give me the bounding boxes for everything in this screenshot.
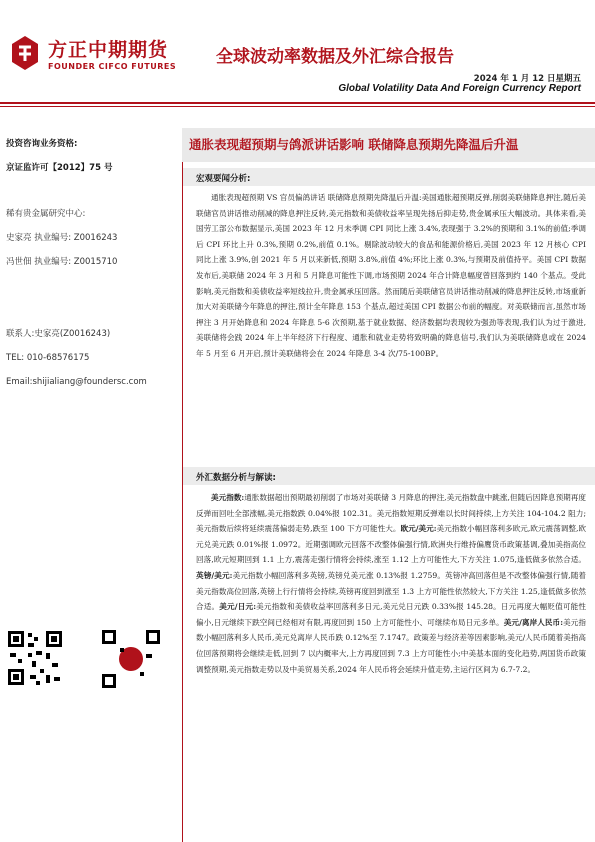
fx-analysis-text <box>196 490 586 677</box>
report-title: 全球波动率数据及外汇综合报告 <box>216 47 454 67</box>
contact-person: 联系人:史家亮(Z0016243) <box>6 329 111 339</box>
eurusd-text: 美元指数小幅回落利多欧元,欧元震荡调整,欧元兑美元跌 0.01%报 1.0972。近期强调欧元回落不改整体偏强行情,欧洲央行维持偏鹰货币政策基调,叠加美指高位回落,欧元短期回到 1.1 上方,震荡走强行情将会持续,涨至 1.12 上方可能性大,下方关注 1.075,逢低做多依然合适。 <box>196 524 587 565</box>
header-divider-thin <box>0 106 595 107</box>
gbpusd-lead: 英镑/美元: <box>196 570 233 580</box>
header-divider <box>0 102 595 104</box>
qualification-label: 投资咨询业务资格: <box>6 139 78 149</box>
eurusd-lead: 欧元/美元: <box>400 524 437 534</box>
logo-chinese-name: 方正中期期货 <box>48 39 169 61</box>
usdcnh-text: 美元指数小幅回落利多人民币,美元兑离岸人民币跌 0.12%至 7.1747。政策差与经济差等因素影响,美元/人民币随着美指高位回落预期将会继续走低,回到 7 以内概率大,上方再度回到 7.3 上方可能性小;中美基本面的变化趋势,两国货币政策调整预期,美元指数走势以及中美贸易关系,2024 年人民币将会延续升值走势,主运行区间为 6.7-7.2。 <box>196 617 586 674</box>
usd-index-text: 通胀数据超出预期最初削弱了市场对美联储 3 月降息的押注,美元指数盘中跳涨,但随后因降息预期再度反弹而回吐全部涨幅,美元指数跌 0.04%报 102.31。美元指数短期反弹难以长时间持续,上方关注 104-104.2 阻力;美元指数后续将延续震荡偏弱走势,跌至 100 下方可能性大。 <box>196 493 586 534</box>
macro-analysis-text: 通胀表现超预期 VS 官员偏鸽讲话 联储降息预期先降温后升温:美国通胀超预期反弹,削弱美联储降息押注,随后美联储官员讲话推动削减的降息押注反转,美元指数和美债收益率呈现先扬后抑走势,贵金属承压大幅波动。具体来看,美国劳工部公布数据显示,美国 2023 年 12 月未季调 CPI 同比上涨 3.4%,表现强于 3.2%的预期和 3.1%的前值;季调后 CPI 环比上升 0.3%,预期 0.2%,前值 0.1%。剔除波动较大的食品和能源价格后,美国 2023 年 12 月核心 CPI 同比上涨 3.9%,创 2021 年 5 月以来新低,预期 3.8%,前值 4%;环比上涨 0.3%,与预期及前值持平。美国 CPI 数据发布后,美联储 2024 年 3 月和 5 月降息可能性下调,市场预期 2024 年合计降息幅度曾回落到约 140 个基点。受此影响,美元指数和美债收益率短线拉升,贵金属承压回落。然而随后美联储官员讲话推动削减的降息押注反转,市场重新加大对美联储今年降息的押注,预计全年降息 153 个基点,超过美国 CPI 数据公布前的幅度。对美联储而言,虽然市场押注 3 月开始降息和 2024 年降息 5-6 次预期,基于就业数据、经济数据均表现较为强劲等表现,我们认为过于激进,美联储将会践 2024 年上半年经济下行程度、通胀和就业走势将致明确的降息信号,我们认为美联储降息或在 2024 年 5 月至 6 月开启,预计美联储将会在 2024 年降息 3-4 次/75-100BP。 <box>196 193 586 358</box>
usd-index-lead: 美元指数: <box>211 493 245 502</box>
gbpusd-text: 美元指数小幅回落利多英镑,英镑兑美元涨 0.13%报 1.2759。英镑冲高回落但是不改整体偏强行情,随着美元指数高位回落,英镑上行行情将会持续,英镑再度回到涨至 1.3 上方可能性依然较大,下方关注 1.25,逢低做多依然合适。 <box>196 570 586 612</box>
headline: 通胀表现超预期与鸽派讲话影响 联储降息预期先降温后升温 <box>189 137 519 152</box>
usdjpy-lead: 美元/日元: <box>219 602 257 612</box>
report-english-title: Global Volatility Data And Foreign Currency Report <box>338 83 581 94</box>
company-logo-icon <box>10 34 40 72</box>
contact-email[interactable]: Email:shijialiang@foundersc.com <box>6 377 147 387</box>
analyst-1: 史家亮 执业编号: Z0016243 <box>6 233 118 243</box>
report-date: 2024 年 1 月 12 日星期五 <box>473 74 581 84</box>
analyst-2: 冯世佃 执业编号: Z0015710 <box>6 257 118 267</box>
section1-label: 宏观要闻分析: <box>196 174 251 184</box>
qr-code-icon <box>6 629 64 687</box>
wechat-badge-icon <box>100 628 162 690</box>
research-team: 稀有贵金属研究中心: <box>6 209 86 219</box>
logo-english-name: FOUNDER CIFCO FUTURES <box>48 62 177 71</box>
license-number: 京证监许可【2012】75 号 <box>6 163 113 173</box>
usdcnh-lead: 美元/离岸人民币: <box>503 617 564 627</box>
usdjpy-text: 美元指数和美债收益率回落利多日元,美元兑日元跌 0.33%报 145.28。日元再度大幅贬值可能性偏小,日元继续下跌空间已经相对有限,再度回到 150 上方可能性小、可继续布局日元多单。 <box>196 602 587 627</box>
column-divider <box>182 162 183 842</box>
contact-tel: TEL: 010-68576175 <box>6 353 90 363</box>
section2-label: 外汇数据分析与解读: <box>196 473 276 483</box>
